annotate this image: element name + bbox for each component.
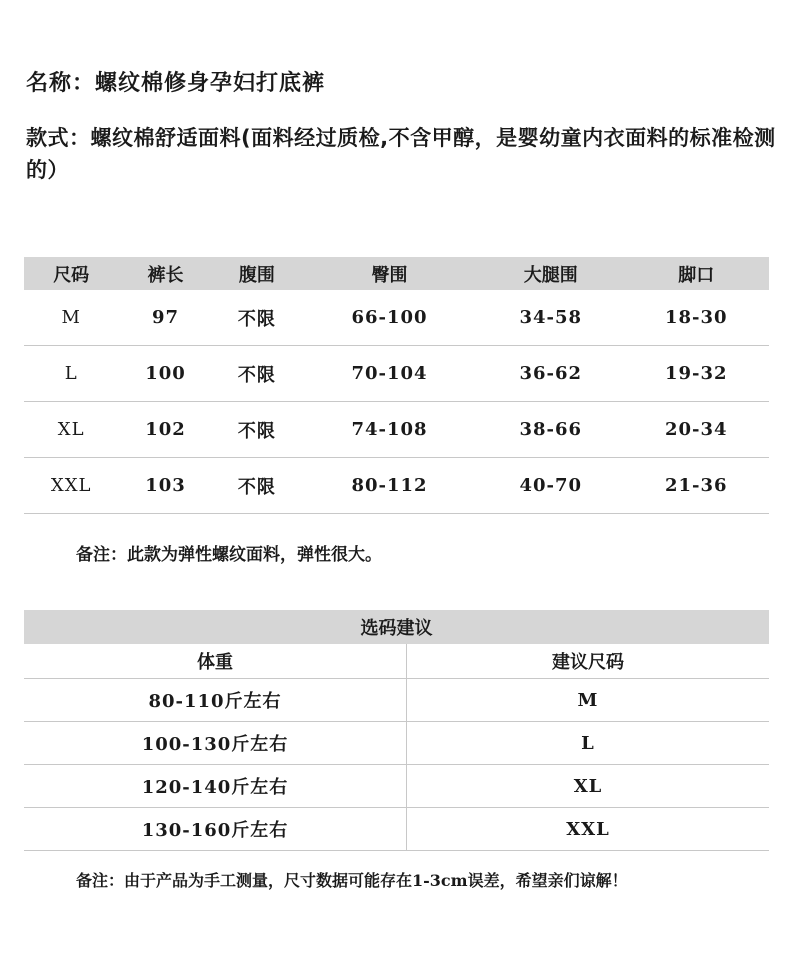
header-hip: 臀围 [301, 257, 478, 290]
cell-recommended-size: L [407, 722, 770, 765]
cell-hip: 66-100 [301, 290, 478, 346]
table-row [24, 808, 769, 851]
cell-hem: 19-32 [623, 346, 769, 402]
table-row [24, 346, 769, 402]
header-weight: 体重 [24, 644, 407, 679]
cell-thigh: 34-58 [478, 290, 623, 346]
size-table-header [24, 257, 769, 290]
cell-weight: 80-110斤左右 [24, 679, 407, 722]
cell-hem: 21-36 [623, 458, 769, 514]
cell-hip: 70-104 [301, 346, 478, 402]
table-row [24, 402, 769, 458]
size-recommendation-table [24, 610, 769, 851]
table-row [24, 679, 769, 722]
header-length: 裤长 [118, 257, 212, 290]
cell-hip: 80-112 [301, 458, 478, 514]
header-size: 尺码 [24, 257, 118, 290]
cell-length: 97 [118, 290, 212, 346]
fabric-note: 备注：此款为弹性螺纹面料，弹性很大。 [76, 545, 382, 565]
cell-hem: 18-30 [623, 290, 769, 346]
cell-thigh: 36-62 [478, 346, 623, 402]
header-hem: 脚口 [623, 257, 769, 290]
cell-waist: 不限 [213, 402, 301, 458]
header-waist: 腹围 [213, 257, 301, 290]
cell-weight: 120-140斤左右 [24, 765, 407, 808]
cell-recommended-size: XXL [407, 808, 770, 851]
table-row [24, 290, 769, 346]
cell-thigh: 38-66 [478, 402, 623, 458]
cell-thigh: 40-70 [478, 458, 623, 514]
header-recommended-size: 建议尺码 [407, 644, 770, 679]
recommendation-title: 选码建议 [24, 610, 769, 644]
table-row [24, 458, 769, 514]
size-table [24, 257, 769, 514]
cell-waist: 不限 [213, 458, 301, 514]
measurement-note: 备注：由于产品为手工测量，尺寸数据可能存在1-3cm误差，希望亲们谅解！ [76, 871, 628, 890]
cell-length: 103 [118, 458, 212, 514]
cell-size: L [24, 346, 118, 402]
cell-length: 100 [118, 346, 212, 402]
cell-recommended-size: M [407, 679, 770, 722]
cell-waist: 不限 [213, 346, 301, 402]
cell-waist: 不限 [213, 290, 301, 346]
cell-size: M [24, 290, 118, 346]
style-description: 款式：螺纹棉舒适面料(面料经过质检,不含甲醇，是婴幼童内衣面料的标准检测的） [26, 126, 776, 182]
cell-weight: 100-130斤左右 [24, 722, 407, 765]
cell-recommended-size: XL [407, 765, 770, 808]
product-name: 名称：螺纹棉修身孕妇打底裤 [26, 71, 326, 96]
cell-weight: 130-160斤左右 [24, 808, 407, 851]
cell-hem: 20-34 [623, 402, 769, 458]
cell-size: XXL [24, 458, 118, 514]
table-row [24, 765, 769, 808]
cell-size: XL [24, 402, 118, 458]
cell-hip: 74-108 [301, 402, 478, 458]
cell-length: 102 [118, 402, 212, 458]
header-thigh: 大腿围 [478, 257, 623, 290]
table-row [24, 722, 769, 765]
